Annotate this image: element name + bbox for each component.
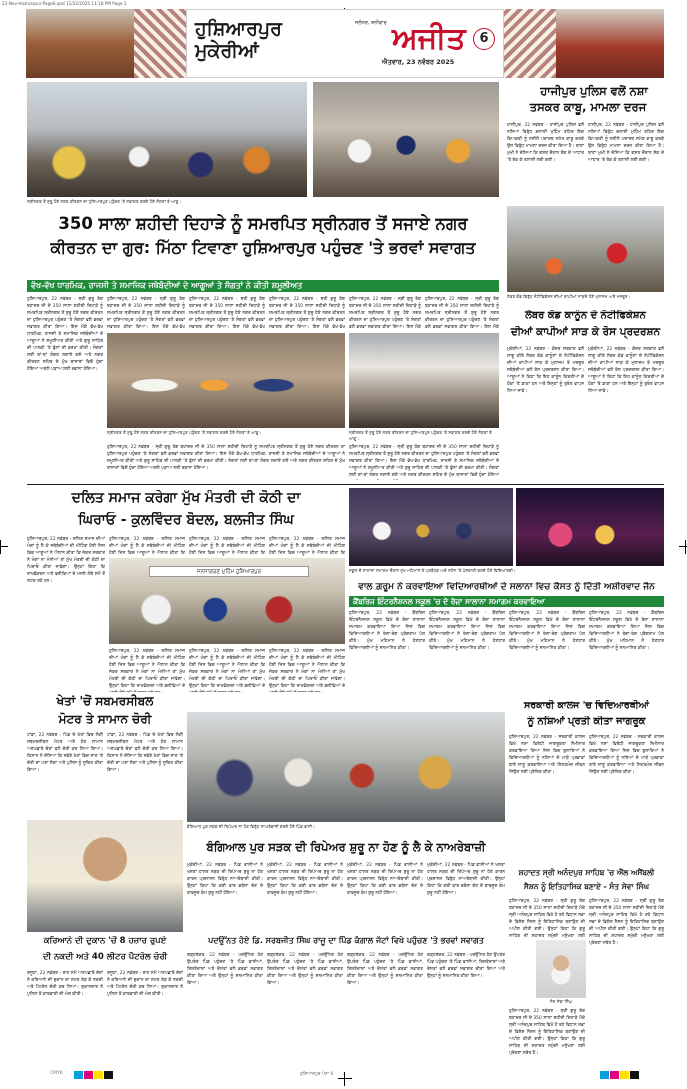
dalit-photo bbox=[109, 558, 345, 644]
dalit-banner: ਜਨਜਾਗਰਣ ਮੁਹਿੰਮ ਹੁਸ਼ਿਆਰਪੁਰ bbox=[149, 566, 309, 577]
college-headline-2: ਨੂੰ ਨਸ਼ਿਆਂ ਪ੍ਰਤੀ ਕੀਤਾ ਜਾਗਰੂਕ bbox=[527, 716, 646, 727]
swatch-magenta bbox=[84, 1071, 93, 1079]
labour-body-col1: ਮੁਕੇਰੀਆਂ, 22 ਨਵੰਬਰ - ਕੇਂਦਰ ਸਰਕਾਰ ਵਲੋਂ ਲਾਗੂ ਕੀਤੇ ਲੇਬਰ ਕੋਡ ਕਾਨੂੰਨਾਂ ਦੇ ਨੋਟੀਫਿਕੇਸ਼ਨ ਦੀਆਂ ਕਾਪੀਆਂ ਸਾੜ ਕੇ ਮੁਲਾਜ਼ਮ ਤੇ ਮਜ਼ਦੂਰ ਜਥੇਬੰਦੀਆਂ ਵਲੋਂ ਰੋਸ ਪ੍ਰਦਰਸ਼ਨ ਕੀਤਾ ਗਿਆ। ਆਗੂਆਂ ਨੇ ਕਿਹਾ ਕਿ ਇਹ ਕਾਨੂੰਨ ਕਿਰਤੀਆਂ ਦੇ ਹੱਕਾਂ 'ਤੇ ਡਾਕਾ ਹਨ ਅਤੇ ਇਨ੍ਹਾਂ ਨੂੰ ਤੁਰੰਤ ਵਾਪਸ ਲਿਆ ਜਾਵੇ। bbox=[507, 347, 584, 394]
assembly-photo-caption: ਸੰਤ ਸੇਵਾ ਸਿੰਘ bbox=[550, 999, 572, 1004]
masthead-pattern-right bbox=[504, 9, 556, 78]
lead-body-col5: ਹੁਸ਼ਿਆਰਪੁਰ, 22 ਨਵੰਬਰ - ਸ੍ਰੀ ਗੁਰੂ ਤੇਗ ਬਹਾਦਰ ਜੀ ਦੇ 350 ਸਾਲਾ ਸ਼ਹੀਦੀ ਦਿਹਾੜੇ ਨੂੰ ਸਮਰਪਿਤ ਸ੍ਰੀਨਗਰ ਤੋਂ ਸ਼ੁਰੂ ਹੋਏ ਨਗਰ ਕੀਰਤਨ ਦਾ ਹੁਸ਼ਿਆਰਪੁਰ ਪਹੁੰਚਣ 'ਤੇ ਸੰਗਤਾਂ ਵਲੋਂ ਭਰਵਾਂ ਸਵਾਗਤ ਕੀਤਾ ਗਿਆ। ਇਸ ਮੌਕੇ bbox=[349, 297, 421, 330]
swatch-yellow bbox=[94, 1071, 103, 1079]
lead-body-col3: ਹੁਸ਼ਿਆਰਪੁਰ, 22 ਨਵੰਬਰ - ਸ੍ਰੀ ਗੁਰੂ ਤੇਗ ਬਹਾਦਰ ਜੀ ਦੇ 350 ਸਾਲਾ ਸ਼ਹੀਦੀ ਦਿਹਾੜੇ ਨੂੰ ਸਮਰਪਿਤ ਸ੍ਰੀਨਗਰ ਤੋਂ ਸ਼ੁਰੂ ਹੋਏ ਨਗਰ ਕੀਰਤਨ ਦਾ ਹੁਸ਼ਿਆਰਪੁਰ ਪਹੁੰਚਣ 'ਤੇ ਸੰਗਤਾਂ ਵਲੋਂ ਭਰਵਾਂ ਸਵਾਗਤ ਕੀਤਾ ਗਿਆ। ਇਸ ਮੌਕੇ ਵੱਖ-ਵੱਖ bbox=[189, 297, 265, 330]
paper-name: ਅਜੀਤ bbox=[392, 21, 466, 56]
lead-headline-2: ਕੀਰਤਨ ਦਾ ਗੁਰ: ਮਿੱਠਾ ਟਿਵਾਣਾ ਹੁਸ਼ਿਆਰਪੁਰ ਪਹੁੰਚਣ 'ਤੇ ਭਰਵਾਂ ਸਵਾਗਤ bbox=[50, 238, 476, 257]
college-body-col2: ਹੁਸ਼ਿਆਰਪੁਰ, 22 ਨਵੰਬਰ - ਸਰਕਾਰੀ ਕਾਲਜ ਵਿਖੇ ਨਸ਼ਾ ਵਿਰੋਧੀ ਜਾਗਰੂਕਤਾ ਸੈਮੀਨਾਰ ਕਰਵਾਇਆ ਗਿਆ ਜਿਸ ਵਿਚ ਬੁਲਾਰਿਆਂ ਨੇ ਵਿਦਿਆਰਥੀਆਂ ਨੂੰ ਨਸ਼ਿਆਂ ਦੇ ਮਾੜੇ ਪ੍ਰਭਾਵਾਂ ਬਾਰੇ ਜਾਣੂ ਕਰਵਾਇਆ ਅਤੇ ਸਿਹਤਮੰਦ ਜੀਵਨ ਜਿਉਣ ਲਈ ਪ੍ਰੇਰਿਤ ਕੀਤਾ। bbox=[589, 735, 664, 775]
footer-color-bar bbox=[50, 1071, 650, 1079]
school-body-col3: ਹੁਸ਼ਿਆਰਪੁਰ, 22 ਨਵੰਬਰ - ਕੈਂਬਰਿਜ ਇੰਟਰਨੈਸ਼ਨਲ ਸਕੂਲ ਵਿਖੇ ਦੋ ਰੋਜ਼ਾ ਸਾਲਾਨਾ ਸਮਾਗਮ ਕਰਵਾਇਆ ਗਿਆ ਜਿਸ ਵਿਚ ਵਿਦਿਆਰਥੀਆਂ ਨੇ ਰੰਗਾ-ਰੰਗ ਪ੍ਰੋਗਰਾਮ ਪੇਸ਼ ਕੀਤੇ। ਮੁੱਖ ਮਹਿਮਾਨ ਨੇ ਹੋਣਹਾਰ ਵਿਦਿਆਰਥੀਆਂ ਨੂੰ ਸਨਮਾਨਿਤ ਕੀਤਾ। bbox=[509, 611, 585, 651]
swatch-cyan-right bbox=[600, 1071, 609, 1079]
shop-headline-2: ਦੀ ਨਕਦੀ ਅਤੇ 40 ਲੀਟਰ ਪੈਟਰੋਲ ਚੋਰੀ bbox=[42, 952, 168, 962]
welcome-headline: ਪਦਉੱਨਤ ਹੋਏ ਡਿ. ਸਰਬਜੀਤ ਸਿੰਘ ਰਾਜੂ ਦਾ ਪਿੰਡ ਕੰਗਾਲ ਜੱਟਾਂ ਵਿਖੇ ਪਹੁੰਚਣ 'ਤੇ ਭਰਵਾਂ ਸਵਾਗਤ bbox=[208, 936, 484, 945]
road-photo-caption: ਬੰਗਿਆਲ ਪੁਰ ਸੜਕ ਦੀ ਰਿਪੇਅਰ ਨਾ ਹੋਣ ਵਿਰੁੱਧ ਨਾਅਰੇਬਾਜ਼ੀ ਕਰਦੇ ਹੋਏ ਪਿੰਡ ਵਾਸੀ। bbox=[187, 824, 315, 829]
lead-group-photo bbox=[107, 333, 345, 428]
masthead-left-photo bbox=[26, 9, 134, 78]
lead-group-caption: ਸ੍ਰੀਨਗਰ ਤੋਂ ਸ਼ੁਰੂ ਹੋਏ ਨਗਰ ਕੀਰਤਨ ਦਾ ਹੁਸ਼ਿਆਰਪੁਰ ਪਹੁੰਚਣ 'ਤੇ ਸਵਾਗਤ ਕਰਦੇ ਹੋਏ ਸੰਗਤਾਂ ਤੇ ਆਗੂ। bbox=[107, 430, 262, 435]
lead-body-col7: ਹੁਸ਼ਿਆਰਪੁਰ, 22 ਨਵੰਬਰ - ਸ੍ਰੀ ਗੁਰੂ ਤੇਗ ਬਹਾਦਰ ਜੀ ਦੇ 350 ਸਾਲਾ ਸ਼ਹੀਦੀ ਦਿਹਾੜੇ ਨੂੰ ਸਮਰਪਿਤ ਸ੍ਰੀਨਗਰ ਤੋਂ ਸ਼ੁਰੂ ਹੋਏ ਨਗਰ ਕੀਰਤਨ ਦਾ ਹੁਸ਼ਿਆਰਪੁਰ ਪਹੁੰਚਣ 'ਤੇ ਸੰਗਤਾਂ ਵਲੋਂ ਭਰਵਾਂ ਸਵਾਗਤ ਕੀਤਾ ਗਿਆ। ਇਸ ਮੌਕੇ ਵੱਖ-ਵੱਖ ਧਾਰਮਿਕ, ਰਾਜਸੀ ਤੇ ਸਮਾਜਿਕ ਜਥੇਬੰਦੀਆਂ ਦੇ ਆਗੂਆਂ ਨੇ ਸ਼ਮੂਲੀਅਤ ਕੀਤੀ ਅਤੇ ਗੁਰੂ ਸਾਹਿਬ ਦੀ ਪਾਲਕੀ 'ਤੇ ਫੁੱਲਾਂ ਦੀ ਵਰਖਾ ਕੀਤੀ। ਸੰਗਤਾਂ ਲਈ ਥਾਂ-ਥਾਂ ਲੰਗਰ ਲਗਾਏ ਗਏ ਅਤੇ ਨਗਰ ਕੀਰਤਨ ਸ਼ਹਿਰ ਦੇ ਮੁੱਖ ਬਾਜ਼ਾਰਾਂ ਵਿਚੋਂ ਹੁੰਦਾ ਹੋਇਆ ਅਗਲੇ ਪੜਾਅ ਲਈ ਰਵਾਨਾ ਹੋਇਆ। bbox=[107, 445, 345, 471]
welcome-body-col4: ਗੜ੍ਹਸ਼ੰਕਰ, 22 ਨਵੰਬਰ - ਪਦਉੱਨਤ ਹੋਣ ਉਪਰੰਤ ਪਿੰਡ ਪਹੁੰਚਣ 'ਤੇ ਪਿੰਡ ਵਾਸੀਆਂ, ਰਿਸ਼ਤੇਦਾਰਾਂ ਅਤੇ ਦੋਸਤਾਂ ਵਲੋਂ ਭਰਵਾਂ ਸਵਾਗਤ ਕੀਤਾ ਗਿਆ ਅਤੇ ਉਨ੍ਹਾਂ ਨੂੰ ਸਨਮਾਨਿਤ ਕੀਤਾ ਗਿਆ। bbox=[427, 953, 505, 979]
lead-procession-photo bbox=[349, 333, 499, 428]
assembly-headline-2: ਸੈਸ਼ਨ ਨੂੰ ਇਤਿਹਾਸਿਕ ਬਣਾਏ - ਸੰਤ ਸੇਵਾ ਸਿੰਘ bbox=[523, 882, 650, 891]
assembly-body-col1: ਹੁਸ਼ਿਆਰਪੁਰ, 22 ਨਵੰਬਰ - ਸ੍ਰੀ ਗੁਰੂ ਤੇਗ ਬਹਾਦਰ ਜੀ ਦੇ 350 ਸਾਲਾ ਸ਼ਹੀਦੀ ਦਿਹਾੜੇ ਮੌਕੇ ਸ੍ਰੀ ਅਨੰਦਪੁਰ ਸਾਹਿਬ ਵਿਖੇ ਹੋ ਰਹੇ ਵਿਧਾਨ ਸਭਾ ਦੇ ਵਿਸ਼ੇਸ਼ ਸੈਸ਼ਨ ਨੂੰ ਇਤਿਹਾਸਿਕ ਬਣਾਉਣ ਦੀ ਅਪੀਲ ਕੀਤੀ ਗਈ। ਉਨ੍ਹਾਂ ਕਿਹਾ ਕਿ ਗੁਰੂ ਸਾਹਿਬ ਦੀ ਸ਼ਹਾਦਤ ਸਮੁੱਚੀ ਮਨੁੱਖਤਾ ਲਈ bbox=[509, 899, 585, 938]
lead-body-col4: ਹੁਸ਼ਿਆਰਪੁਰ, 22 ਨਵੰਬਰ - ਸ੍ਰੀ ਗੁਰੂ ਤੇਗ ਬਹਾਦਰ ਜੀ ਦੇ 350 ਸਾਲਾ ਸ਼ਹੀਦੀ ਦਿਹਾੜੇ ਨੂੰ ਸਮਰਪਿਤ ਸ੍ਰੀਨਗਰ ਤੋਂ ਸ਼ੁਰੂ ਹੋਏ ਨਗਰ ਕੀਰਤਨ ਦਾ ਹੁਸ਼ਿਆਰਪੁਰ ਪਹੁੰਚਣ 'ਤੇ ਸੰਗਤਾਂ ਵਲੋਂ ਭਰਵਾਂ ਸਵਾਗਤ ਕੀਤਾ ਗਿਆ। ਇਸ ਮੌਕੇ ਵੱਖ-ਵੱਖ bbox=[269, 297, 345, 330]
masthead-pattern-left bbox=[134, 9, 186, 78]
school-photo-2 bbox=[516, 488, 664, 566]
welcome-body-col1: ਗੜ੍ਹਸ਼ੰਕਰ, 22 ਨਵੰਬਰ - ਪਦਉੱਨਤ ਹੋਣ ਉਪਰੰਤ ਪਿੰਡ ਪਹੁੰਚਣ 'ਤੇ ਪਿੰਡ ਵਾਸੀਆਂ, ਰਿਸ਼ਤੇਦਾਰਾਂ ਅਤੇ ਦੋਸਤਾਂ ਵਲੋਂ ਭਰਵਾਂ ਸਵਾਗਤ ਕੀਤਾ ਗਿਆ ਅਤੇ ਉਨ੍ਹਾਂ ਨੂੰ ਸਨਮਾਨਿਤ ਕੀਤਾ ਗਿਆ। bbox=[187, 953, 263, 986]
lead-photo-1 bbox=[27, 82, 307, 197]
labour-photo-caption: ਲੇਬਰ ਕੋਡ ਵਿਰੁੱਧ ਨੋਟੀਫਿਕੇਸ਼ਨ ਦੀਆਂ ਕਾਪੀਆਂ ਸਾੜਦੇ ਹੋਏ ਮੁਲਾਜ਼ਮ ਅਤੇ ਮਜ਼ਦੂਰ। bbox=[507, 294, 631, 299]
road-body-col3: ਮੁਕੇਰੀਆਂ, 22 ਨਵੰਬਰ - ਪਿੰਡ ਵਾਸੀਆਂ ਨੇ ਖਸਤਾ ਹਾਲਤ ਸੜਕ ਦੀ ਰਿਪੇਅਰ ਸ਼ੁਰੂ ਨਾ ਹੋਣ ਕਾਰਨ ਪ੍ਰਸ਼ਾਸਨ ਵਿਰੁੱਧ ਨਾਅਰੇਬਾਜ਼ੀ ਕੀਤੀ। ਉਨ੍ਹਾਂ ਕਿਹਾ ਕਿ ਕਈ ਵਾਰ ਭਰੋਸਾ ਦੇਣ ਦੇ ਬਾਵਜੂਦ ਕੰਮ ਸ਼ੁਰੂ ਨਹੀਂ ਹੋਇਆ। bbox=[347, 863, 423, 896]
road-photo bbox=[187, 712, 505, 822]
school-headline: ਵਾਲ ਗ਼ਰੂਮ ਨੇ ਕਰਵਾਇਆ ਵਿਦਿਆਰਥੀਆਂ ਦੇ ਸਲਾਨਾ ਵਿਚ ਕੈਸਤ ਨੂੰ ਦਿੱਤੀ ਅਸ਼ੀਰਵਾਦ ਜੈਨ bbox=[358, 582, 655, 592]
page-code: ਹੁਸ਼ਿਆਰਪੁਰ ਪੰਨਾ 6 bbox=[300, 1072, 334, 1077]
theft-body-col2: ਟਾਂਡਾ, 22 ਨਵੰਬਰ - ਪਿੰਡ ਦੇ ਖੇਤਾਂ ਵਿਚ ਲੱਗੀ ਸਬਮਰਸੀਬਲ ਮੋਟਰ ਅਤੇ ਹੋਰ ਸਾਮਾਨ ਅਣਪਛਾਤੇ ਚੋਰਾਂ ਵਲੋਂ ਚੋਰੀ ਕਰ ਲਿਆ ਗਿਆ। ਕਿਸਾਨ ਨੇ ਦੱਸਿਆ ਕਿ ਸਵੇਰੇ ਖੇਤਾਂ ਵਿਚ ਜਾਣ 'ਤੇ ਚੋਰੀ ਦਾ ਪਤਾ ਲੱਗਾ ਅਤੇ ਪੁਲਿਸ ਨੂੰ ਸੂਚਿਤ ਕੀਤਾ ਗਿਆ। bbox=[107, 733, 183, 773]
labour-photo bbox=[507, 206, 664, 292]
school-photo-caption: ਸਕੂਲ ਦੇ ਸਾਲਾਨਾ ਸਮਾਗਮ ਦੌਰਾਨ ਮੁੱਖ ਮਹਿਮਾਨ ਤੇ ਪ੍ਰਬੰਧਕ ਅਤੇ ਸਟੇਜ 'ਤੇ ਪੇਸ਼ਕਾਰੀ ਕਰਦੇ ਹੋਏ ਵਿਦਿਆਰਥੀ। bbox=[349, 568, 516, 573]
dalit-body-col2: ਹੁਸ਼ਿਆਰਪੁਰ, 22 ਨਵੰਬਰ - ਦਲਿਤ ਸਮਾਜ ਦੀਆਂ ਮੰਗਾਂ ਨੂੰ ਲੈ ਕੇ ਜਥੇਬੰਦੀਆਂ ਦੀ ਮੀਟਿੰਗ ਹੋਈ ਜਿਸ ਵਿਚ ਆਗੂਆਂ ਨੇ ਐਲਾਨ ਕੀਤਾ ਕਿ bbox=[109, 537, 185, 556]
school-photo-1 bbox=[349, 488, 513, 566]
police-body-col2: ਹਾਜੀਪੁਰ, 22 ਨਵੰਬਰ - ਹਾਜੀਪੁਰ ਪੁਲਿਸ ਵਲੋਂ ਨਸ਼ਿਆਂ ਵਿਰੁੱਧ ਚਲਾਈ ਮੁਹਿੰਮ ਤਹਿਤ ਇਕ ਵਿਅਕਤੀ ਨੂੰ ਨਸ਼ੀਲੇ ਪਦਾਰਥ ਸਮੇਤ ਕਾਬੂ ਕਰਕੇ ਉਸ ਵਿਰੁੱਧ ਮਾਮਲਾ ਦਰਜ ਕੀਤਾ ਗਿਆ ਹੈ। ਥਾਣਾ ਮੁਖੀ ਨੇ ਦੱਸਿਆ ਕਿ ਗਸ਼ਤ ਦੌਰਾਨ ਸ਼ੱਕ ਦੇ ਆਧਾਰ 'ਤੇ ਰੋਕ ਕੇ ਤਲਾਸ਼ੀ ਲਈ ਗਈ। bbox=[588, 123, 664, 163]
school-body-col2: ਹੁਸ਼ਿਆਰਪੁਰ, 22 ਨਵੰਬਰ - ਕੈਂਬਰਿਜ ਇੰਟਰਨੈਸ਼ਨਲ ਸਕੂਲ ਵਿਖੇ ਦੋ ਰੋਜ਼ਾ ਸਾਲਾਨਾ ਸਮਾਗਮ ਕਰਵਾਇਆ ਗਿਆ ਜਿਸ ਵਿਚ ਵਿਦਿਆਰਥੀਆਂ ਨੇ ਰੰਗਾ-ਰੰਗ ਪ੍ਰੋਗਰਾਮ ਪੇਸ਼ ਕੀਤੇ। ਮੁੱਖ ਮਹਿਮਾਨ ਨੇ ਹੋਣਹਾਰ ਵਿਦਿਆਰਥੀਆਂ ਨੂੰ ਸਨਮਾਨਿਤ ਕੀਤਾ। bbox=[429, 611, 505, 651]
masthead-date: ਐਤਵਾਰ, 23 ਨਵੰਬਰ 2025 bbox=[382, 58, 455, 66]
theft-headline-1: ਖੇਤਾਂ 'ਚੋਂ ਸਬਮਰਸੀਬਲ bbox=[56, 694, 154, 708]
lead-headline-1: 350 ਸਾਲਾ ਸ਼ਹੀਦੀ ਦਿਹਾੜੇ ਨੂੰ ਸਮਰਪਿਤ ਸ੍ਰੀਨਗਰ ਤੋਂ ਸਜਾਏ ਨਗਰ bbox=[58, 214, 468, 233]
labour-headline-1: ਲੇਬਰ ਕੋਡ ਕਾਨੂੰਨ ਦੇ ਨੋਟੀਫਿਕੇਸ਼ਨ bbox=[525, 310, 646, 321]
road-body-col1: ਮੁਕੇਰੀਆਂ, 22 ਨਵੰਬਰ - ਪਿੰਡ ਵਾਸੀਆਂ ਨੇ ਖਸਤਾ ਹਾਲਤ ਸੜਕ ਦੀ ਰਿਪੇਅਰ ਸ਼ੁਰੂ ਨਾ ਹੋਣ ਕਾਰਨ ਪ੍ਰਸ਼ਾਸਨ ਵਿਰੁੱਧ ਨਾਅਰੇਬਾਜ਼ੀ ਕੀਤੀ। ਉਨ੍ਹਾਂ ਕਿਹਾ ਕਿ ਕਈ ਵਾਰ ਭਰੋਸਾ ਦੇਣ ਦੇ ਬਾਵਜੂਦ ਕੰਮ ਸ਼ੁਰੂ ਨਹੀਂ ਹੋਇਆ। bbox=[187, 863, 263, 896]
lead-body-col2: ਹੁਸ਼ਿਆਰਪੁਰ, 22 ਨਵੰਬਰ - ਸ੍ਰੀ ਗੁਰੂ ਤੇਗ ਬਹਾਦਰ ਜੀ ਦੇ 350 ਸਾਲਾ ਸ਼ਹੀਦੀ ਦਿਹਾੜੇ ਨੂੰ ਸਮਰਪਿਤ ਸ੍ਰੀਨਗਰ ਤੋਂ ਸ਼ੁਰੂ ਹੋਏ ਨਗਰ ਕੀਰਤਨ ਦਾ ਹੁਸ਼ਿਆਰਪੁਰ ਪਹੁੰਚਣ 'ਤੇ ਸੰਗਤਾਂ ਵਲੋਂ ਭਰਵਾਂ ਸਵਾਗਤ ਕੀਤਾ ਗਿਆ। ਇਸ ਮੌਕੇ ਵੱਖ-ਵੱਖ bbox=[107, 297, 185, 330]
dalit-body-col4: ਹੁਸ਼ਿਆਰਪੁਰ, 22 ਨਵੰਬਰ - ਦਲਿਤ ਸਮਾਜ ਦੀਆਂ ਮੰਗਾਂ ਨੂੰ ਲੈ ਕੇ ਜਥੇਬੰਦੀਆਂ ਦੀ ਮੀਟਿੰਗ ਹੋਈ ਜਿਸ ਵਿਚ ਆਗੂਆਂ ਨੇ ਐਲਾਨ ਕੀਤਾ ਕਿ bbox=[269, 537, 345, 556]
lead-procession-caption: ਸ੍ਰੀਨਗਰ ਤੋਂ ਸ਼ੁਰੂ ਹੋਏ ਨਗਰ ਕੀਰਤਨ ਦਾ ਹੁਸ਼ਿਆਰਪੁਰ ਪਹੁੰਚਣ 'ਤੇ ਸਵਾਗਤ ਕਰਦੇ ਹੋਏ ਸੰਗਤਾਂ ਤੇ ਆਗੂ। bbox=[349, 430, 492, 441]
shop-body-col1: ਦਸੂਹਾ, 22 ਨਵੰਬਰ - ਰਾਤ ਸਮੇਂ ਅਣਪਛਾਤੇ ਚੋਰਾਂ ਨੇ ਕਰਿਆਨੇ ਦੀ ਦੁਕਾਨ ਦਾ ਸ਼ਟਰ ਤੋੜ ਕੇ ਨਕਦੀ ਅਤੇ ਪੈਟਰੋਲ ਚੋਰੀ ਕਰ ਲਿਆ। ਦੁਕਾਨਦਾਰ ਨੇ ਪੁਲਿਸ ਤੋਂ ਕਾਰਵਾਈ ਦੀ ਮੰਗ ਕੀਤੀ। bbox=[27, 971, 103, 997]
welcome-body-col2: ਗੜ੍ਹਸ਼ੰਕਰ, 22 ਨਵੰਬਰ - ਪਦਉੱਨਤ ਹੋਣ ਉਪਰੰਤ ਪਿੰਡ ਪਹੁੰਚਣ 'ਤੇ ਪਿੰਡ ਵਾਸੀਆਂ, ਰਿਸ਼ਤੇਦਾਰਾਂ ਅਤੇ ਦੋਸਤਾਂ ਵਲੋਂ ਭਰਵਾਂ ਸਵਾਗਤ ਕੀਤਾ ਗਿਆ ਅਤੇ ਉਨ੍ਹਾਂ ਨੂੰ ਸਨਮਾਨਿਤ ਕੀਤਾ ਗਿਆ। bbox=[267, 953, 343, 986]
registration-mark-icon bbox=[0, 540, 8, 554]
swatch-black bbox=[104, 1071, 113, 1079]
swatch-cyan bbox=[74, 1071, 83, 1079]
police-headline-2: ਤਸਕਰ ਕਾਬੂ, ਮਾਮਲਾ ਦਰਜ bbox=[529, 100, 647, 114]
dalit-body-col1: ਹੁਸ਼ਿਆਰਪੁਰ, 22 ਨਵੰਬਰ - ਦਲਿਤ ਸਮਾਜ ਦੀਆਂ ਮੰਗਾਂ ਨੂੰ ਲੈ ਕੇ ਜਥੇਬੰਦੀਆਂ ਦੀ ਮੀਟਿੰਗ ਹੋਈ ਜਿਸ ਵਿਚ ਆਗੂਆਂ ਨੇ ਐਲਾਨ ਕੀਤਾ ਕਿ ਜੇਕਰ ਸਰਕਾਰ ਨੇ ਮੰਗਾਂ ਨਾ ਮੰਨੀਆਂ ਤਾਂ ਮੁੱਖ ਮੰਤਰੀ ਦੀ ਕੋਠੀ ਦਾ ਘਿਰਾਓ ਕੀਤਾ ਜਾਵੇਗਾ। ਉਨ੍ਹਾਂ ਕਿਹਾ ਕਿ ਰਾਖਵੇਂਕਰਨ ਅਤੇ ਵਜ਼ੀਫ਼ਿਆਂ ਦੇ ਮਸਲੇ ਲੰਬੇ ਸਮੇਂ ਤੋਂ ਲਟਕ ਰਹੇ ਹਨ। bbox=[27, 537, 105, 584]
masthead-right-photo bbox=[556, 9, 664, 78]
theft-body-col1: ਟਾਂਡਾ, 22 ਨਵੰਬਰ - ਪਿੰਡ ਦੇ ਖੇਤਾਂ ਵਿਚ ਲੱਗੀ ਸਬਮਰਸੀਬਲ ਮੋਟਰ ਅਤੇ ਹੋਰ ਸਾਮਾਨ ਅਣਪਛਾਤੇ ਚੋਰਾਂ ਵਲੋਂ ਚੋਰੀ ਕਰ ਲਿਆ ਗਿਆ। ਕਿਸਾਨ ਨੇ ਦੱਸਿਆ ਕਿ ਸਵੇਰੇ ਖੇਤਾਂ ਵਿਚ ਜਾਣ 'ਤੇ ਚੋਰੀ ਦਾ ਪਤਾ ਲੱਗਾ ਅਤੇ ਪੁਲਿਸ ਨੂੰ ਸੂਚਿਤ ਕੀਤਾ ਗਿਆ। bbox=[27, 733, 103, 773]
dalit-headline-1: ਦਲਿਤ ਸਮਾਜ ਕਰੇਗਾ ਮੁੱਖ ਮੰਤਰੀ ਦੀ ਕੋਠੀ ਦਾ bbox=[71, 490, 301, 506]
dalit-body-col5: ਹੁਸ਼ਿਆਰਪੁਰ, 22 ਨਵੰਬਰ - ਦਲਿਤ ਸਮਾਜ ਦੀਆਂ ਮੰਗਾਂ ਨੂੰ ਲੈ ਕੇ ਜਥੇਬੰਦੀਆਂ ਦੀ ਮੀਟਿੰਗ ਹੋਈ ਜਿਸ ਵਿਚ ਆਗੂਆਂ ਨੇ ਐਲਾਨ ਕੀਤਾ ਕਿ ਜੇਕਰ ਸਰਕਾਰ ਨੇ ਮੰਗਾਂ ਨਾ ਮੰਨੀਆਂ ਤਾਂ ਮੁੱਖ ਮੰਤਰੀ ਦੀ ਕੋਠੀ ਦਾ ਘਿਰਾਓ ਕੀਤਾ ਜਾਵੇਗਾ। ਉਨ੍ਹਾਂ ਕਿਹਾ ਕਿ ਰਾਖਵੇਂਕਰਨ ਅਤੇ ਵਜ਼ੀਫ਼ਿਆਂ ਦੇ bbox=[109, 649, 185, 689]
police-body: ਹਾਜੀਪੁਰ, 22 ਨਵੰਬਰ - ਹਾਜੀਪੁਰ ਪੁਲਿਸ ਵਲੋਂ ਨਸ਼ਿਆਂ ਵਿਰੁੱਧ ਚਲਾਈ ਮੁਹਿੰਮ ਤਹਿਤ ਇਕ ਵਿਅਕਤੀ ਨੂੰ ਨਸ਼ੀਲੇ ਪਦਾਰਥ ਸਮੇਤ ਕਾਬੂ ਕਰਕੇ ਉਸ ਵਿਰੁੱਧ ਮਾਮਲਾ ਦਰਜ ਕੀਤਾ ਗਿਆ ਹੈ। ਥਾਣਾ ਮੁਖੀ ਨੇ ਦੱਸਿਆ ਕਿ ਗਸ਼ਤ ਦੌਰਾਨ ਸ਼ੱਕ ਦੇ ਆਧਾਰ 'ਤੇ ਰੋਕ ਕੇ ਤਲਾਸ਼ੀ ਲਈ ਗਈ। bbox=[507, 123, 584, 163]
lead-subhead: ਵੱਖ-ਵੱਖ ਧਾਰਮਿਕ, ਰਾਜਸੀ ਤੇ ਸਮਾਜਿਕ ਜਥੇਬੰਦੀਆਂ ਦੇ ਆਗੂਆਂ ਤੇ ਸੰਗਤਾਂ ਨੇ ਕੀਤੀ ਸ਼ਮੂਲੀਅਤ bbox=[27, 280, 499, 292]
assembly-body-col1b: ਹੁਸ਼ਿਆਰਪੁਰ, 22 ਨਵੰਬਰ - ਸ੍ਰੀ ਗੁਰੂ ਤੇਗ ਬਹਾਦਰ ਜੀ ਦੇ 350 ਸਾਲਾ ਸ਼ਹੀਦੀ ਦਿਹਾੜੇ ਮੌਕੇ ਸ੍ਰੀ ਅਨੰਦਪੁਰ ਸਾਹਿਬ ਵਿਖੇ ਹੋ ਰਹੇ ਵਿਧਾਨ ਸਭਾ ਦੇ ਵਿਸ਼ੇਸ਼ ਸੈਸ਼ਨ ਨੂੰ ਇਤਿਹਾਸਿਕ ਬਣਾਉਣ ਦੀ ਅਪੀਲ ਕੀਤੀ ਗਈ। ਉਨ੍ਹਾਂ ਕਿਹਾ ਕਿ ਗੁਰੂ ਸਾਹਿਬ ਦੀ ਸ਼ਹਾਦਤ ਸਮੁੱਚੀ ਮਨੁੱਖਤਾ ਲਈ ਪ੍ਰੇਰਣਾ ਸਰੋਤ ਹੈ। bbox=[509, 1009, 585, 1056]
assembly-body-col2: ਹੁਸ਼ਿਆਰਪੁਰ, 22 ਨਵੰਬਰ - ਸ੍ਰੀ ਗੁਰੂ ਤੇਗ ਬਹਾਦਰ ਜੀ ਦੇ 350 ਸਾਲਾ ਸ਼ਹੀਦੀ ਦਿਹਾੜੇ ਮੌਕੇ ਸ੍ਰੀ ਅਨੰਦਪੁਰ ਸਾਹਿਬ ਵਿਖੇ ਹੋ ਰਹੇ ਵਿਧਾਨ ਸਭਾ ਦੇ ਵਿਸ਼ੇਸ਼ ਸੈਸ਼ਨ ਨੂੰ ਇਤਿਹਾਸਿਕ ਬਣਾਉਣ ਦੀ ਅਪੀਲ ਕੀਤੀ ਗਈ। ਉਨ੍ਹਾਂ ਕਿਹਾ ਕਿ ਗੁਰੂ ਸਾਹਿਬ ਦੀ ਸ਼ਹਾਦਤ ਸਮੁੱਚੀ ਮਨੁੱਖਤਾ ਲਈ ਪ੍ਰੇਰਣਾ ਸਰੋਤ ਹੈ। bbox=[589, 899, 664, 946]
school-body-col1: ਹੁਸ਼ਿਆਰਪੁਰ, 22 ਨਵੰਬਰ - ਕੈਂਬਰਿਜ ਇੰਟਰਨੈਸ਼ਨਲ ਸਕੂਲ ਵਿਖੇ ਦੋ ਰੋਜ਼ਾ ਸਾਲਾਨਾ ਸਮਾਗਮ ਕਰਵਾਇਆ ਗਿਆ ਜਿਸ ਵਿਚ ਵਿਦਿਆਰਥੀਆਂ ਨੇ ਰੰਗਾ-ਰੰਗ ਪ੍ਰੋਗਰਾਮ ਪੇਸ਼ ਕੀਤੇ। ਮੁੱਖ ਮਹਿਮਾਨ ਨੇ ਹੋਣਹਾਰ ਵਿਦਿਆਰਥੀਆਂ ਨੂੰ ਸਨਮਾਨਿਤ ਕੀਤਾ। bbox=[349, 611, 425, 651]
dalit-body-col7: ਹੁਸ਼ਿਆਰਪੁਰ, 22 ਨਵੰਬਰ - ਦਲਿਤ ਸਮਾਜ ਦੀਆਂ ਮੰਗਾਂ ਨੂੰ ਲੈ ਕੇ ਜਥੇਬੰਦੀਆਂ ਦੀ ਮੀਟਿੰਗ ਹੋਈ ਜਿਸ ਵਿਚ ਆਗੂਆਂ ਨੇ ਐਲਾਨ ਕੀਤਾ ਕਿ ਜੇਕਰ ਸਰਕਾਰ ਨੇ ਮੰਗਾਂ ਨਾ ਮੰਨੀਆਂ ਤਾਂ ਮੁੱਖ ਮੰਤਰੀ ਦੀ ਕੋਠੀ ਦਾ ਘਿਰਾਓ ਕੀਤਾ ਜਾਵੇਗਾ। ਉਨ੍ਹਾਂ ਕਿਹਾ ਕਿ ਰਾਖਵੇਂਕਰਨ ਅਤੇ ਵਜ਼ੀਫ਼ਿਆਂ ਦੇ bbox=[269, 649, 345, 689]
city-line: ਜਲੰਧਰ, ਸ਼ਨੀਵਾਰ bbox=[355, 20, 387, 26]
labour-headline-2: ਦੀਆਂ ਕਾਪੀਆਂ ਸਾੜ ਕੇ ਰੋਸ ਪ੍ਰਦਰਸ਼ਨ bbox=[510, 326, 661, 338]
assembly-headline-1: ਸ਼ਹਾਦਤ ਸ੍ਰੀ ਅਨੰਦਪੁਰ ਸਾਹਿਬ 'ਚ ਐੱਲ ਅਸੈਂਬਲੀ bbox=[518, 868, 655, 877]
road-body-col2: ਮੁਕੇਰੀਆਂ, 22 ਨਵੰਬਰ - ਪਿੰਡ ਵਾਸੀਆਂ ਨੇ ਖਸਤਾ ਹਾਲਤ ਸੜਕ ਦੀ ਰਿਪੇਅਰ ਸ਼ੁਰੂ ਨਾ ਹੋਣ ਕਾਰਨ ਪ੍ਰਸ਼ਾਸਨ ਵਿਰੁੱਧ ਨਾਅਰੇਬਾਜ਼ੀ ਕੀਤੀ। ਉਨ੍ਹਾਂ ਕਿਹਾ ਕਿ ਕਈ ਵਾਰ ਭਰੋਸਾ ਦੇਣ ਦੇ ਬਾਵਜੂਦ ਕੰਮ ਸ਼ੁਰੂ ਨਹੀਂ ਹੋਇਆ। bbox=[267, 863, 343, 896]
welcome-body-col3: ਗੜ੍ਹਸ਼ੰਕਰ, 22 ਨਵੰਬਰ - ਪਦਉੱਨਤ ਹੋਣ ਉਪਰੰਤ ਪਿੰਡ ਪਹੁੰਚਣ 'ਤੇ ਪਿੰਡ ਵਾਸੀਆਂ, ਰਿਸ਼ਤੇਦਾਰਾਂ ਅਤੇ ਦੋਸਤਾਂ ਵਲੋਂ ਭਰਵਾਂ ਸਵਾਗਤ ਕੀਤਾ ਗਿਆ ਅਤੇ ਉਨ੍ਹਾਂ ਨੂੰ ਸਨਮਾਨਿਤ ਕੀਤਾ ਗਿਆ। bbox=[347, 953, 423, 986]
dalit-body-col3: ਹੁਸ਼ਿਆਰਪੁਰ, 22 ਨਵੰਬਰ - ਦਲਿਤ ਸਮਾਜ ਦੀਆਂ ਮੰਗਾਂ ਨੂੰ ਲੈ ਕੇ ਜਥੇਬੰਦੀਆਂ ਦੀ ਮੀਟਿੰਗ ਹੋਈ ਜਿਸ ਵਿਚ ਆਗੂਆਂ ਨੇ ਐਲਾਨ ਕੀਤਾ ਕਿ bbox=[189, 537, 265, 556]
lead-photo-caption: ਸ੍ਰੀਨਗਰ ਤੋਂ ਸ਼ੁਰੂ ਹੋਏ ਨਗਰ ਕੀਰਤਨ ਦਾ ਹੁਸ਼ਿਆਰਪੁਰ ਪਹੁੰਚਣ 'ਤੇ ਸਵਾਗਤ ਕਰਦੇ ਹੋਏ ਸੰਗਤਾਂ ਤੇ ਆਗੂ। bbox=[27, 199, 182, 204]
shop-photo bbox=[27, 820, 183, 932]
lead-photo-2 bbox=[313, 82, 499, 197]
theft-headline-2: ਮੋਟਰ ਤੇ ਸਾਮਾਨ ਚੋਰੀ bbox=[58, 712, 152, 726]
section-divider bbox=[27, 484, 664, 485]
lead-body-col1: ਹੁਸ਼ਿਆਰਪੁਰ, 22 ਨਵੰਬਰ - ਸ੍ਰੀ ਗੁਰੂ ਤੇਗ ਬਹਾਦਰ ਜੀ ਦੇ 350 ਸਾਲਾ ਸ਼ਹੀਦੀ ਦਿਹਾੜੇ ਨੂੰ ਸਮਰਪਿਤ ਸ੍ਰੀਨਗਰ ਤੋਂ ਸ਼ੁਰੂ ਹੋਏ ਨਗਰ ਕੀਰਤਨ ਦਾ ਹੁਸ਼ਿਆਰਪੁਰ ਪਹੁੰਚਣ 'ਤੇ ਸੰਗਤਾਂ ਵਲੋਂ ਭਰਵਾਂ ਸਵਾਗਤ ਕੀਤਾ ਗਿਆ। ਇਸ ਮੌਕੇ ਵੱਖ-ਵੱਖ ਧਾਰਮਿਕ, ਰਾਜਸੀ ਤੇ ਸਮਾਜਿਕ ਜਥੇਬੰਦੀਆਂ ਦੇ ਆਗੂਆਂ ਨੇ ਸ਼ਮੂਲੀਅਤ ਕੀਤੀ ਅਤੇ ਗੁਰੂ ਸਾਹਿਬ ਦੀ ਪਾਲਕੀ 'ਤੇ ਫੁੱਲਾਂ ਦੀ ਵਰਖਾ ਕੀਤੀ। ਸੰਗਤਾਂ ਲਈ ਥਾਂ-ਥਾਂ ਲੰਗਰ ਲਗਾਏ ਗਏ ਅਤੇ ਨਗਰ ਕੀਰਤਨ ਸ਼ਹਿਰ ਦੇ ਮੁੱਖ ਬਾਜ਼ਾਰਾਂ ਵਿਚੋਂ ਹੁੰਦਾ ਹੋਇਆ ਅਗਲੇ ਪੜਾਅ ਲਈ ਰਵਾਨਾ ਹੋਇਆ। bbox=[27, 297, 103, 372]
masthead bbox=[186, 9, 504, 78]
shop-headline-1: ਕਰਿਆਨੇ ਦੀ ਦੁਕਾਨ 'ਚੋਂ 8 ਹਜ਼ਾਰ ਰੁਪਏ bbox=[43, 936, 167, 946]
police-headline-1: ਹਾਜੀਪੁਰ ਪੁਲਿਸ ਵਲੋਂ ਨਸ਼ਾ bbox=[540, 84, 648, 98]
edition-title: ਹੁਸ਼ਿਆਰਪੁਰ ਮੁਕੇਰੀਆਂ bbox=[195, 18, 282, 62]
assembly-photo bbox=[536, 940, 586, 998]
shop-body-col2: ਦਸੂਹਾ, 22 ਨਵੰਬਰ - ਰਾਤ ਸਮੇਂ ਅਣਪਛਾਤੇ ਚੋਰਾਂ ਨੇ ਕਰਿਆਨੇ ਦੀ ਦੁਕਾਨ ਦਾ ਸ਼ਟਰ ਤੋੜ ਕੇ ਨਕਦੀ ਅਤੇ ਪੈਟਰੋਲ ਚੋਰੀ ਕਰ ਲਿਆ। ਦੁਕਾਨਦਾਰ ਨੇ ਪੁਲਿਸ ਤੋਂ ਕਾਰਵਾਈ ਦੀ ਮੰਗ ਕੀਤੀ। bbox=[107, 971, 183, 997]
school-body-col4: ਹੁਸ਼ਿਆਰਪੁਰ, 22 ਨਵੰਬਰ - ਕੈਂਬਰਿਜ ਇੰਟਰਨੈਸ਼ਨਲ ਸਕੂਲ ਵਿਖੇ ਦੋ ਰੋਜ਼ਾ ਸਾਲਾਨਾ ਸਮਾਗਮ ਕਰਵਾਇਆ ਗਿਆ ਜਿਸ ਵਿਚ ਵਿਦਿਆਰਥੀਆਂ ਨੇ ਰੰਗਾ-ਰੰਗ ਪ੍ਰੋਗਰਾਮ ਪੇਸ਼ ਕੀਤੇ। ਮੁੱਖ ਮਹਿਮਾਨ ਨੇ ਹੋਣਹਾਰ ਵਿਦਿਆਰਥੀਆਂ ਨੂੰ ਸਨਮਾਨਿਤ ਕੀਤਾ। bbox=[589, 611, 664, 651]
cmyk-label: CMYK bbox=[50, 1071, 63, 1076]
page-number: 6 bbox=[473, 28, 495, 50]
lead-body-col6: ਹੁਸ਼ਿਆਰਪੁਰ, 22 ਨਵੰਬਰ - ਸ੍ਰੀ ਗੁਰੂ ਤੇਗ ਬਹਾਦਰ ਜੀ ਦੇ 350 ਸਾਲਾ ਸ਼ਹੀਦੀ ਦਿਹਾੜੇ ਨੂੰ ਸਮਰਪਿਤ ਸ੍ਰੀਨਗਰ ਤੋਂ ਸ਼ੁਰੂ ਹੋਏ ਨਗਰ ਕੀਰਤਨ ਦਾ ਹੁਸ਼ਿਆਰਪੁਰ ਪਹੁੰਚਣ 'ਤੇ ਸੰਗਤਾਂ ਵਲੋਂ ਭਰਵਾਂ ਸਵਾਗਤ ਕੀਤਾ ਗਿਆ। ਇਸ ਮੌਕੇ bbox=[425, 297, 499, 330]
print-slug: 23-Nov-Hoshiarpur-Page6.qxd 11/22/2025 11:18 PM Page 1 bbox=[2, 1, 127, 6]
school-subhead: ਕੈਂਬਰਿਜ ਇੰਟਰਨੈਸ਼ਨਲ ਸਕੂਲ 'ਚ ਦੋ ਰੋਜ਼ਾ ਸਾਲਾਨਾ ਸਮਾਗਮ ਕਰਵਾਇਆ bbox=[349, 596, 664, 607]
swatch-black-right bbox=[630, 1071, 639, 1079]
labour-body-col2: ਮੁਕੇਰੀਆਂ, 22 ਨਵੰਬਰ - ਕੇਂਦਰ ਸਰਕਾਰ ਵਲੋਂ ਲਾਗੂ ਕੀਤੇ ਲੇਬਰ ਕੋਡ ਕਾਨੂੰਨਾਂ ਦੇ ਨੋਟੀਫਿਕੇਸ਼ਨ ਦੀਆਂ ਕਾਪੀਆਂ ਸਾੜ ਕੇ ਮੁਲਾਜ਼ਮ ਤੇ ਮਜ਼ਦੂਰ ਜਥੇਬੰਦੀਆਂ ਵਲੋਂ ਰੋਸ ਪ੍ਰਦਰਸ਼ਨ ਕੀਤਾ ਗਿਆ। ਆਗੂਆਂ ਨੇ ਕਿਹਾ ਕਿ ਇਹ ਕਾਨੂੰਨ ਕਿਰਤੀਆਂ ਦੇ ਹੱਕਾਂ 'ਤੇ ਡਾਕਾ ਹਨ ਅਤੇ ਇਨ੍ਹਾਂ ਨੂੰ ਤੁਰੰਤ ਵਾਪਸ ਲਿਆ ਜਾਵੇ। bbox=[588, 347, 664, 394]
lead-body-col8: ਹੁਸ਼ਿਆਰਪੁਰ, 22 ਨਵੰਬਰ - ਸ੍ਰੀ ਗੁਰੂ ਤੇਗ ਬਹਾਦਰ ਜੀ ਦੇ 350 ਸਾਲਾ ਸ਼ਹੀਦੀ ਦਿਹਾੜੇ ਨੂੰ ਸਮਰਪਿਤ ਸ੍ਰੀਨਗਰ ਤੋਂ ਸ਼ੁਰੂ ਹੋਏ ਨਗਰ ਕੀਰਤਨ ਦਾ ਹੁਸ਼ਿਆਰਪੁਰ ਪਹੁੰਚਣ 'ਤੇ ਸੰਗਤਾਂ ਵਲੋਂ ਭਰਵਾਂ ਸਵਾਗਤ ਕੀਤਾ ਗਿਆ। ਇਸ ਮੌਕੇ ਵੱਖ-ਵੱਖ ਧਾਰਮਿਕ, ਰਾਜਸੀ ਤੇ ਸਮਾਜਿਕ ਜਥੇਬੰਦੀਆਂ ਦੇ ਆਗੂਆਂ ਨੇ ਸ਼ਮੂਲੀਅਤ ਕੀਤੀ ਅਤੇ ਗੁਰੂ ਸਾਹਿਬ ਦੀ ਪਾਲਕੀ 'ਤੇ ਫੁੱਲਾਂ ਦੀ ਵਰਖਾ ਕੀਤੀ। ਸੰਗਤਾਂ ਲਈ ਥਾਂ-ਥਾਂ ਲੰਗਰ ਲਗਾਏ ਗਏ ਅਤੇ ਨਗਰ ਕੀਰਤਨ ਸ਼ਹਿਰ ਦੇ ਮੁੱਖ ਬਾਜ਼ਾਰਾਂ ਵਿਚੋਂ ਹੁੰਦਾ ਹੋਇਆ bbox=[349, 445, 499, 478]
road-body-col4: ਮੁਕੇਰੀਆਂ, 22 ਨਵੰਬਰ - ਪਿੰਡ ਵਾਸੀਆਂ ਨੇ ਖਸਤਾ ਹਾਲਤ ਸੜਕ ਦੀ ਰਿਪੇਅਰ ਸ਼ੁਰੂ ਨਾ ਹੋਣ ਕਾਰਨ ਪ੍ਰਸ਼ਾਸਨ ਵਿਰੁੱਧ ਨਾਅਰੇਬਾਜ਼ੀ ਕੀਤੀ। ਉਨ੍ਹਾਂ ਕਿਹਾ ਕਿ ਕਈ ਵਾਰ ਭਰੋਸਾ ਦੇਣ ਦੇ ਬਾਵਜੂਦ ਕੰਮ ਸ਼ੁਰੂ ਨਹੀਂ ਹੋਇਆ। bbox=[427, 863, 505, 896]
swatch-yellow-right bbox=[620, 1071, 629, 1079]
college-body-col1: ਹੁਸ਼ਿਆਰਪੁਰ, 22 ਨਵੰਬਰ - ਸਰਕਾਰੀ ਕਾਲਜ ਵਿਖੇ ਨਸ਼ਾ ਵਿਰੋਧੀ ਜਾਗਰੂਕਤਾ ਸੈਮੀਨਾਰ ਕਰਵਾਇਆ ਗਿਆ ਜਿਸ ਵਿਚ ਬੁਲਾਰਿਆਂ ਨੇ ਵਿਦਿਆਰਥੀਆਂ ਨੂੰ ਨਸ਼ਿਆਂ ਦੇ ਮਾੜੇ ਪ੍ਰਭਾਵਾਂ ਬਾਰੇ ਜਾਣੂ ਕਰਵਾਇਆ ਅਤੇ ਸਿਹਤਮੰਦ ਜੀਵਨ ਜਿਉਣ ਲਈ ਪ੍ਰੇਰਿਤ ਕੀਤਾ। bbox=[509, 735, 585, 775]
road-headline: ਬੰਗਿਆਲ ਪੁਰ ਸੜਕ ਦੀ ਰਿਪੇਅਰ ਸ਼ੁਰੂ ਨਾ ਹੋਣ ਨੂੰ ਲੈ ਕੇ ਨਾਅਰੇਬਾਜ਼ੀ bbox=[206, 840, 486, 854]
registration-mark-icon bbox=[679, 540, 687, 554]
college-headline-1: ਸਰਕਾਰੀ ਕਾਲਜ 'ਚ ਵਿਦਿਆਰਥੀਆਂ bbox=[523, 700, 650, 711]
swatch-magenta-right bbox=[610, 1071, 619, 1079]
dalit-headline-2: ਘਿਰਾਓ - ਕੁਲਵਿੰਦਰ ਬੋਦਲ, ਬਲਜੀਤ ਸਿੰਘ bbox=[78, 512, 294, 528]
dalit-body-col6: ਹੁਸ਼ਿਆਰਪੁਰ, 22 ਨਵੰਬਰ - ਦਲਿਤ ਸਮਾਜ ਦੀਆਂ ਮੰਗਾਂ ਨੂੰ ਲੈ ਕੇ ਜਥੇਬੰਦੀਆਂ ਦੀ ਮੀਟਿੰਗ ਹੋਈ ਜਿਸ ਵਿਚ ਆਗੂਆਂ ਨੇ ਐਲਾਨ ਕੀਤਾ ਕਿ ਜੇਕਰ ਸਰਕਾਰ ਨੇ ਮੰਗਾਂ ਨਾ ਮੰਨੀਆਂ ਤਾਂ ਮੁੱਖ ਮੰਤਰੀ ਦੀ ਕੋਠੀ ਦਾ ਘਿਰਾਓ ਕੀਤਾ ਜਾਵੇਗਾ। ਉਨ੍ਹਾਂ ਕਿਹਾ ਕਿ ਰਾਖਵੇਂਕਰਨ ਅਤੇ ਵਜ਼ੀਫ਼ਿਆਂ ਦੇ bbox=[189, 649, 265, 689]
